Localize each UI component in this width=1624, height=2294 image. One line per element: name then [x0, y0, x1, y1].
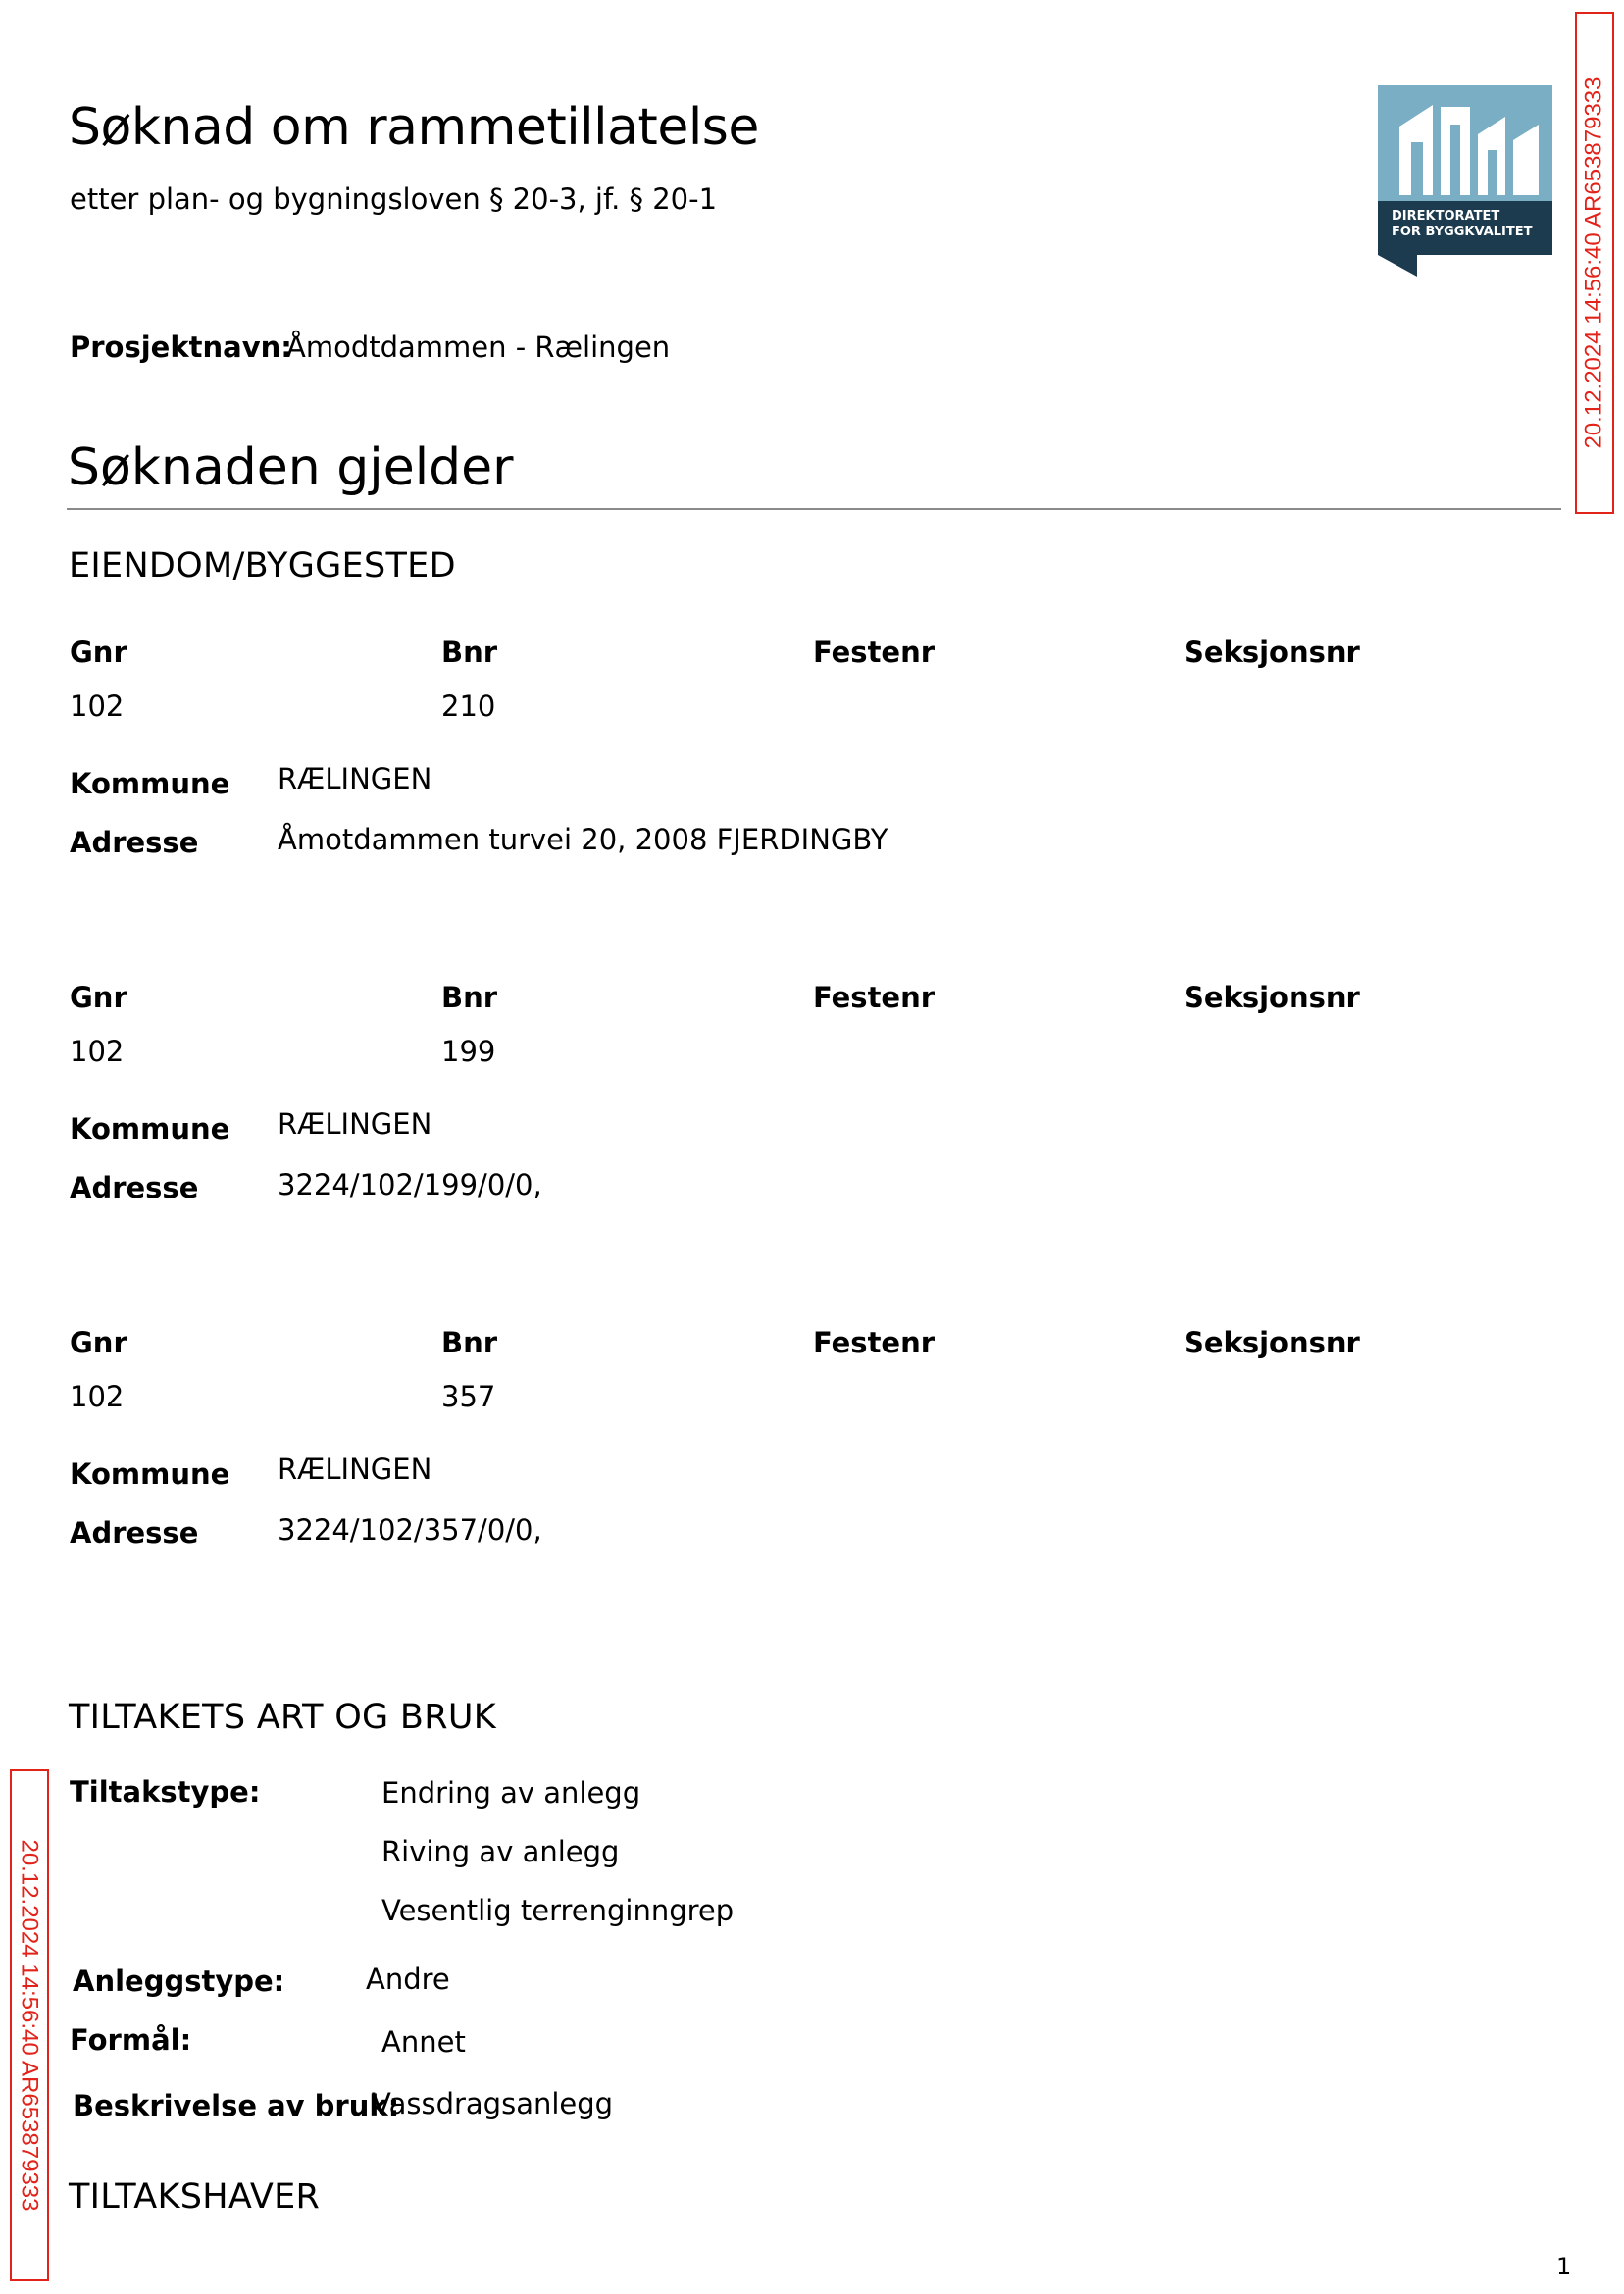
adresse-value: 3224/102/199/0/0, — [278, 1168, 542, 1201]
kommune-value: RÆLINGEN — [278, 762, 432, 795]
owner-section-heading: TILTAKSHAVER — [69, 2177, 321, 2217]
anleggstype-value: Andre — [366, 1963, 450, 1996]
stamp-right — [1575, 12, 1614, 514]
stamp-right-text: 20.12.2024 14:56:40 AR653879333 — [1581, 76, 1607, 449]
bnr-value: 357 — [441, 1380, 496, 1413]
gnr-value: 102 — [70, 1380, 125, 1413]
logo-text-line2: FOR BYGGKVALITET — [1392, 225, 1533, 239]
festenr-label: Festenr — [813, 1326, 936, 1359]
seksjonsnr-label: Seksjonsnr — [1184, 981, 1360, 1014]
tiltakstype-value: Riving av anlegg — [381, 1835, 620, 1868]
gnr-label: Gnr — [70, 1326, 127, 1359]
gnr-value: 102 — [70, 689, 125, 723]
formaal-value: Annet — [381, 2025, 466, 2059]
festenr-label: Festenr — [813, 981, 936, 1014]
beskrivelse-value: Vassdragsanlegg — [372, 2087, 614, 2120]
adresse-value: 3224/102/357/0/0, — [278, 1513, 542, 1547]
dibk-logo-icon — [1378, 85, 1552, 277]
gnr-value: 102 — [70, 1035, 125, 1068]
seksjonsnr-label: Seksjonsnr — [1184, 1326, 1360, 1359]
adresse-label: Adresse — [70, 1516, 199, 1550]
kommune-label: Kommune — [70, 1112, 230, 1146]
dibk-logo — [1378, 85, 1552, 277]
section-title: Søknaden gjelder — [68, 438, 514, 497]
page-number: 1 — [1556, 2253, 1572, 2280]
festenr-label: Festenr — [813, 636, 936, 669]
adresse-label: Adresse — [70, 1171, 199, 1204]
bnr-label: Bnr — [441, 636, 498, 669]
kommune-value: RÆLINGEN — [278, 1453, 432, 1486]
stamp-left-text: 20.12.2024 14:56:40 AR653879333 — [17, 1839, 43, 2212]
bnr-value: 210 — [441, 689, 496, 723]
tiltakstype-value: Endring av anlegg — [381, 1776, 641, 1810]
seksjonsnr-label: Seksjonsnr — [1184, 636, 1360, 669]
bnr-label: Bnr — [441, 981, 498, 1014]
bnr-value: 199 — [441, 1035, 496, 1068]
stamp-left — [10, 1769, 49, 2281]
measure-section-heading: TILTAKETS ART OG BRUK — [69, 1698, 496, 1737]
kommune-value: RÆLINGEN — [278, 1107, 432, 1141]
project-label: Prosjektnavn: — [70, 331, 292, 364]
kommune-label: Kommune — [70, 1457, 230, 1491]
logo-text-line1: DIREKTORATET — [1392, 209, 1500, 224]
anleggstype-label: Anleggstype: — [73, 1964, 285, 1998]
gnr-label: Gnr — [70, 636, 127, 669]
adresse-value: Åmotdammen turvei 20, 2008 FJERDINGBY — [278, 823, 888, 856]
tiltakstype-value: Vesentlig terrenginngrep — [381, 1894, 735, 1927]
tiltakstype-label: Tiltakstype: — [70, 1775, 261, 1809]
gnr-label: Gnr — [70, 981, 127, 1014]
document-title: Søknad om rammetillatelse — [69, 98, 759, 157]
formaal-label: Formål: — [70, 2023, 192, 2057]
beskrivelse-label: Beskrivelse av bruk: — [73, 2089, 400, 2122]
project-value: Åmodtdammen - Rælingen — [286, 331, 671, 364]
kommune-label: Kommune — [70, 767, 230, 800]
section-divider — [67, 508, 1561, 510]
property-section-heading: EIENDOM/BYGGESTED — [69, 546, 456, 586]
bnr-label: Bnr — [441, 1326, 498, 1359]
document-subtitle: etter plan- og bygningsloven § 20-3, jf. § 20-1 — [70, 182, 718, 216]
adresse-label: Adresse — [70, 826, 199, 859]
